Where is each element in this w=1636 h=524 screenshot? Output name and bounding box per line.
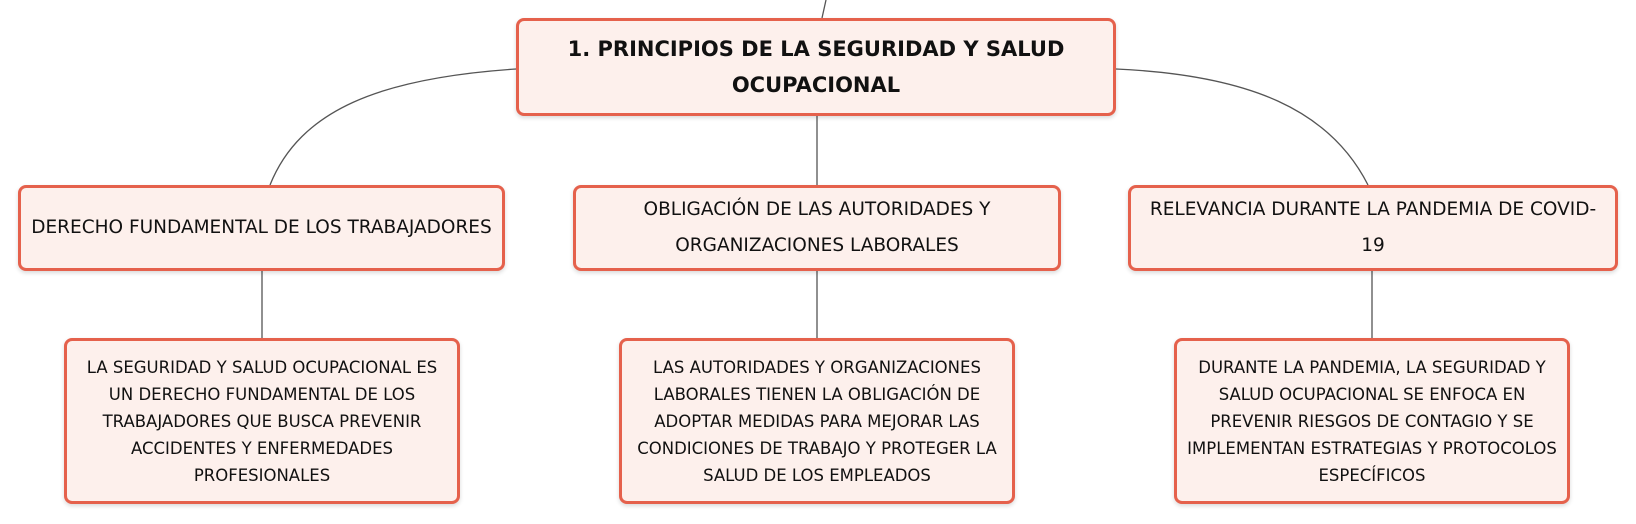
branch-node-derecho-fundamental[interactable]	[18, 185, 505, 271]
connector-root-right	[1116, 69, 1368, 185]
root-topic-node[interactable]	[516, 18, 1116, 116]
root-topic-label: 1. PRINCIPIOS DE LA SEGURIDAD Y SALUD OCUPACIONAL	[567, 37, 1065, 97]
detail-text: LA SEGURIDAD Y SALUD OCUPACIONAL ES UN DERECHO FUNDAMENTAL DE LOS TRABAJADORES QUE BUSCA PREVENIR ACCIDENTES Y ENFERMEDADES PROFESIONALES	[86, 357, 438, 485]
detail-node-relevancia-pandemia[interactable]	[1174, 338, 1570, 504]
detail-text: DURANTE LA PANDEMIA, LA SEGURIDAD Y SALUD OCUPACIONAL SE ENFOCA EN PREVENIR RIESGOS DE CONTAGIO Y SE IMPLEMENTAN ESTRATEGIAS Y PROTOCOLOS ESPECÍFICOS	[1187, 357, 1557, 485]
connector-parent-root	[822, 0, 826, 18]
branch-node-obligacion-autoridades[interactable]	[573, 185, 1061, 271]
detail-text: LAS AUTORIDADES Y ORGANIZACIONES LABORALES TIENEN LA OBLIGACIÓN DE ADOPTAR MEDIDAS PARA MEJORAR LAS CONDICIONES DE TRABAJO Y PROTEGER LA SALUD DE LOS EMPLEADOS	[637, 357, 997, 485]
branch-title: RELEVANCIA DURANTE LA PANDEMIA DE COVID-19	[1149, 199, 1597, 256]
detail-node-derecho-fundamental[interactable]	[64, 338, 460, 504]
detail-node-obligacion-autoridades[interactable]	[619, 338, 1015, 504]
branch-title: OBLIGACIÓN DE LAS AUTORIDADES Y ORGANIZACIONES LABORALES	[643, 199, 991, 256]
branch-node-relevancia-pandemia[interactable]	[1128, 185, 1618, 271]
branch-title: DERECHO FUNDAMENTAL DE LOS TRABAJADORES	[31, 217, 492, 238]
connector-root-left	[270, 69, 516, 185]
